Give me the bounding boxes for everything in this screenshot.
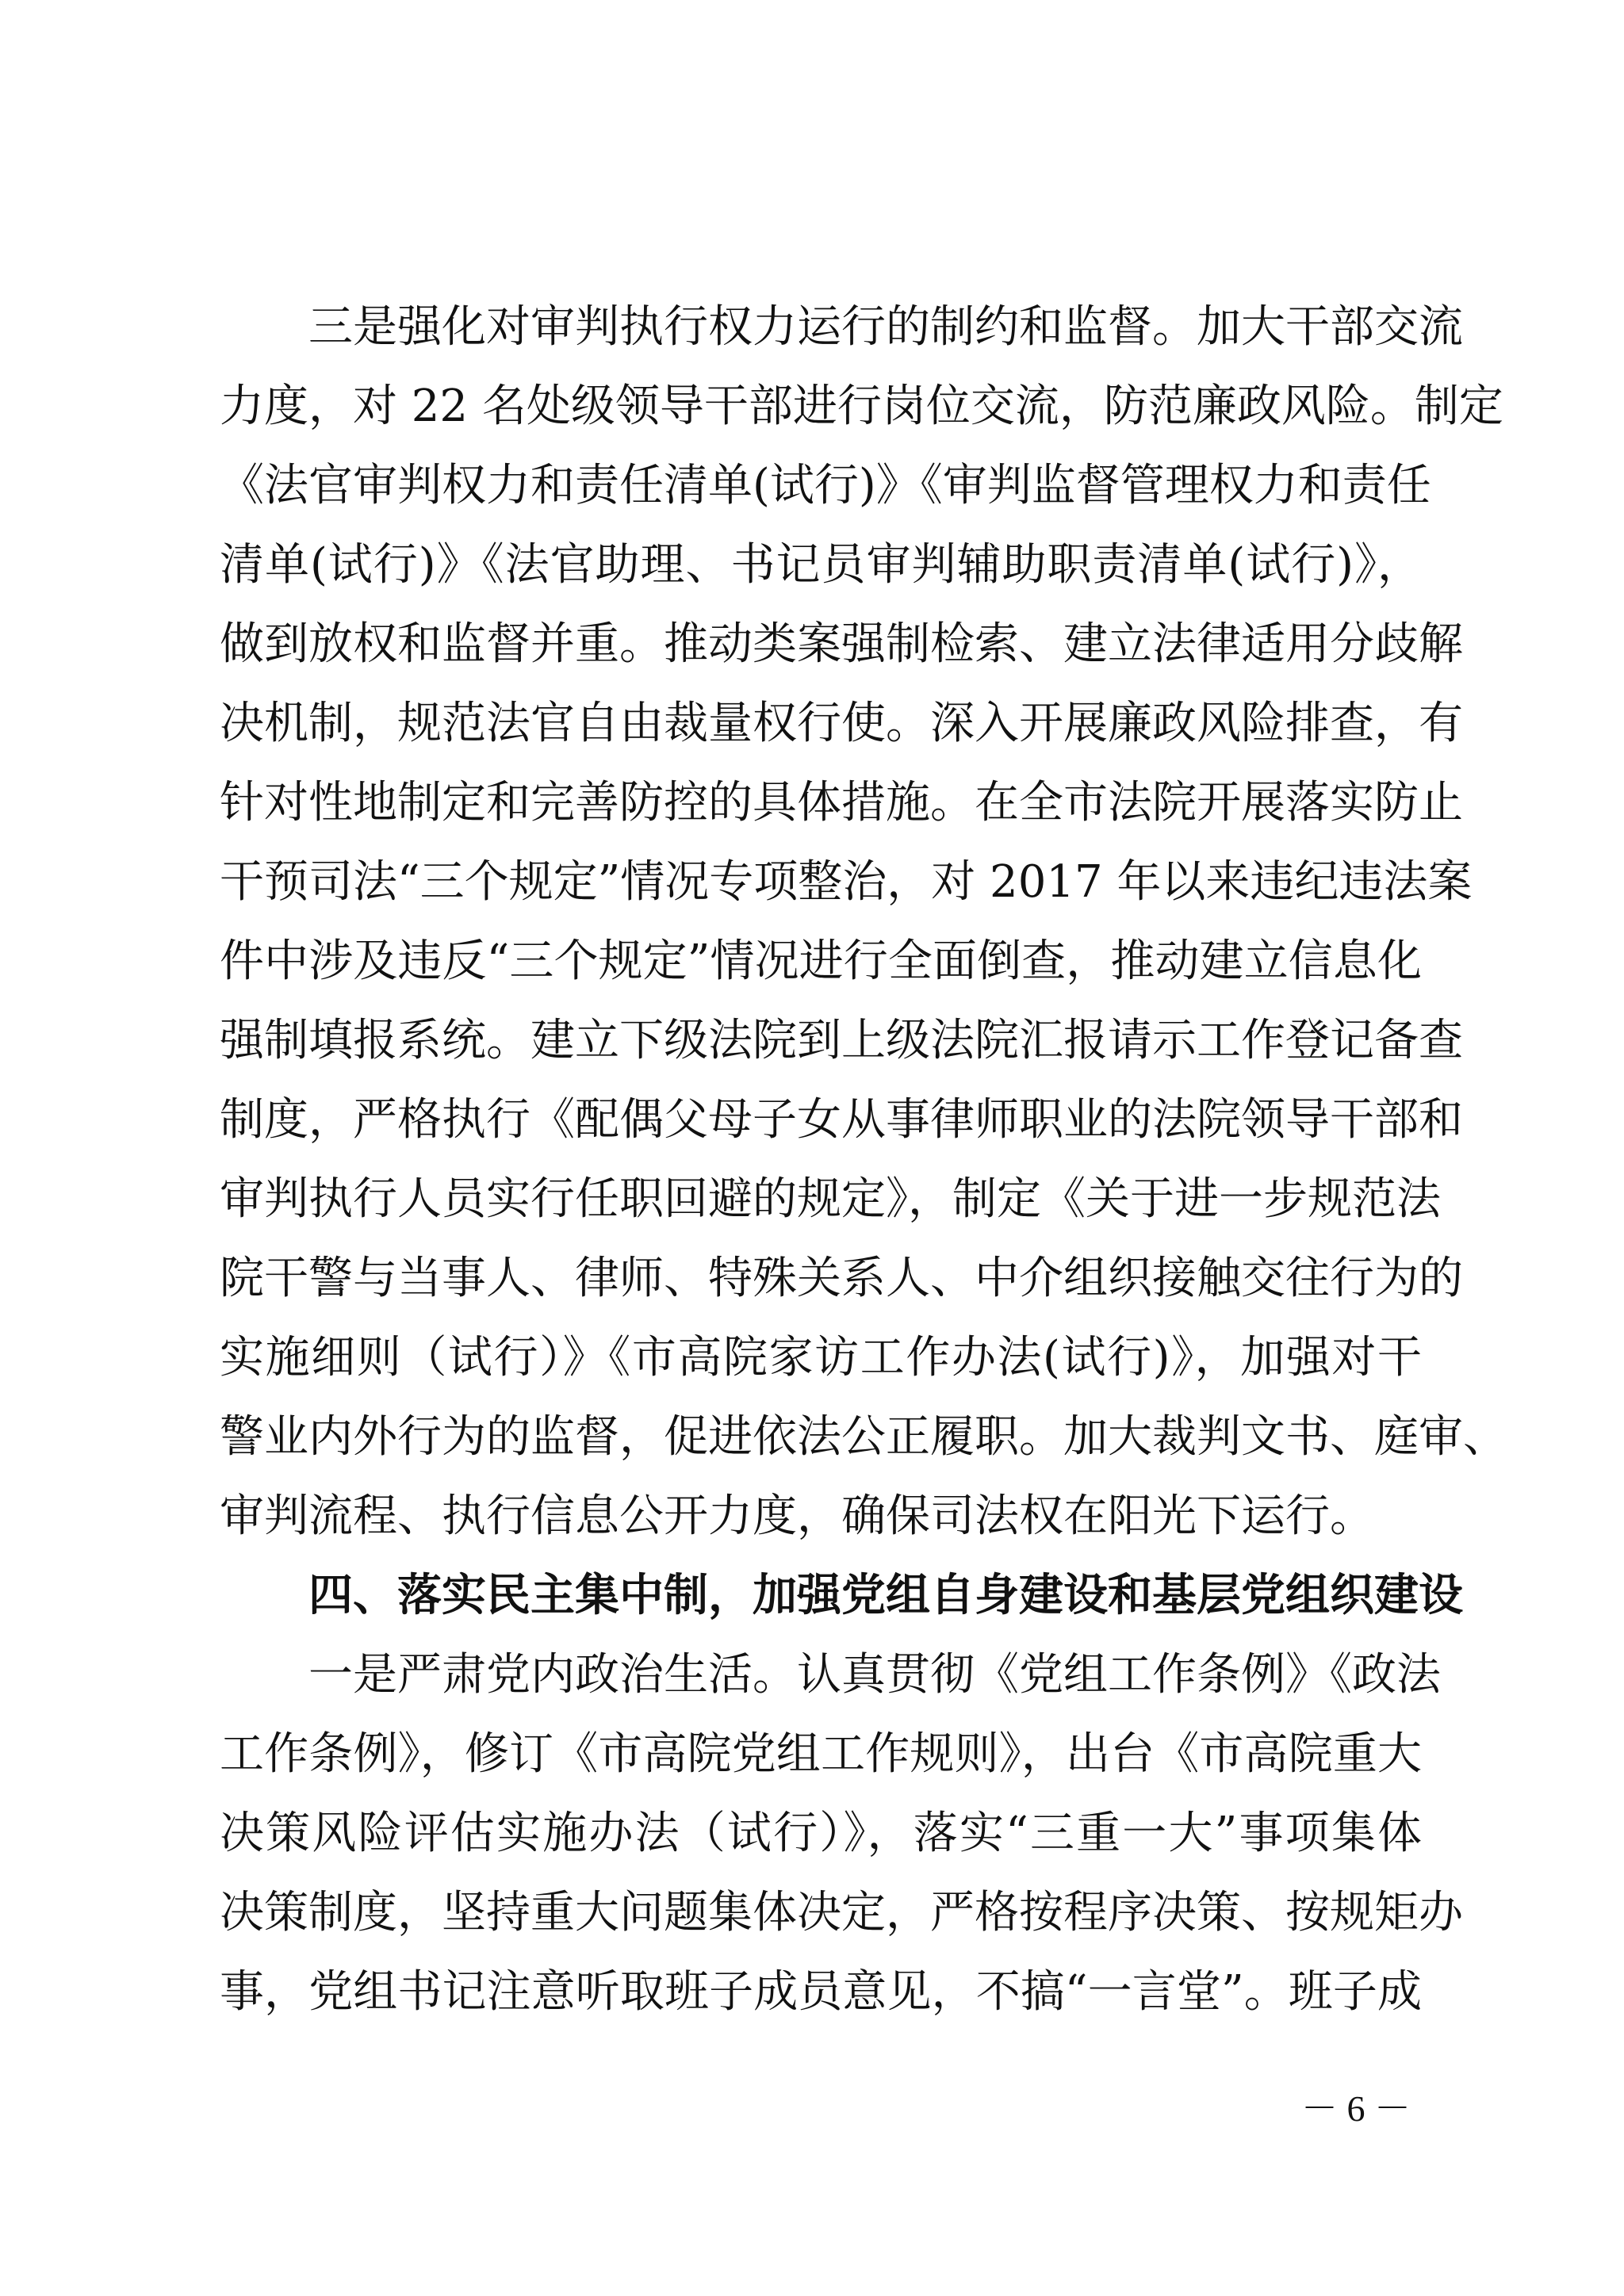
paragraph-text: 加大干部交流	[1197, 301, 1463, 353]
paragraph-line	[220, 1636, 1441, 1715]
page-number: － 6 －	[1301, 2088, 1411, 2129]
paragraph-line: 工作条例》，修订《市高院党组工作规则》，出台《市高院重大	[220, 1728, 1422, 1780]
paragraph-line: 清单(试行)》《法官助理、书记员审判辅助职责清单(试行)》，	[220, 539, 1422, 591]
paragraph-line: 强制填报系统。建立下级法院到上级法院汇报请示工作登记备查	[220, 1015, 1463, 1066]
paragraph-line: 决策制度，坚持重大问题集体决定，严格按程序决策、按规矩办	[220, 1887, 1463, 1938]
paragraph-line: 《法官审判权力和责任清单(试行)》《审判监督管理权力和责任	[220, 460, 1431, 511]
paragraph-line	[220, 288, 1463, 367]
paragraph-line: 做到放权和监督并重。推动类案强制检索、建立法律适用分歧解	[220, 618, 1463, 670]
paragraph-line: 院干警与当事人、律师、特殊关系人、中介组织接触交往行为的	[220, 1253, 1463, 1304]
paragraph-line: 事，党组书记注意听取班子成员意见，不搞“一言堂”。班子成	[220, 1966, 1422, 2018]
paragraph-line: 力度，对 22 名处级领导干部进行岗位交流，防范廉政风险。制定	[220, 381, 1503, 432]
paragraph-lead-phrase: 三是强化对审判执行权力运行的制约和监督。	[308, 301, 1197, 353]
paragraph-lead-phrase: 一是严肃党内政治生活。	[308, 1649, 797, 1701]
paragraph-line: 警业内外行为的监督，促进依法公正履职。加大裁判文书、庭审、	[220, 1411, 1507, 1463]
paragraph-line: 制度，严格执行《配偶父母子女从事律师职业的法院领导干部和	[220, 1094, 1463, 1146]
paragraph-text: 认真贯彻《党组工作条例》《政法	[797, 1649, 1441, 1701]
section-heading: 四、落实民主集中制，加强党组自身建设和基层党组织建设	[308, 1570, 1463, 1621]
document-body	[220, 288, 1507, 2032]
paragraph-line: 决策风险评估实施办法（试行）》，落实“三重一大”事项集体	[220, 1808, 1422, 1859]
paragraph-line: 审判流程、执行信息公开力度，确保司法权在阳光下运行。	[220, 1490, 1374, 1542]
paragraph-line: 干预司法“三个规定”情况专项整治，对 2017 年以来违纪违法案	[220, 856, 1473, 908]
paragraph-line: 针对性地制定和完善防控的具体措施。在全市法院开展落实防止	[220, 777, 1463, 828]
paragraph-line: 决机制，规范法官自由裁量权行使。深入开展廉政风险排查，有	[220, 698, 1463, 749]
paragraph-line: 审判执行人员实行任职回避的规定》，制定《关于进一步规范法	[220, 1173, 1441, 1225]
paragraph-line: 实施细则（试行）》《市高院家访工作办法(试行)》，加强对干	[220, 1332, 1422, 1383]
paragraph-line: 件中涉及违反“三个规定”情况进行全面倒查，推动建立信息化	[220, 936, 1422, 987]
